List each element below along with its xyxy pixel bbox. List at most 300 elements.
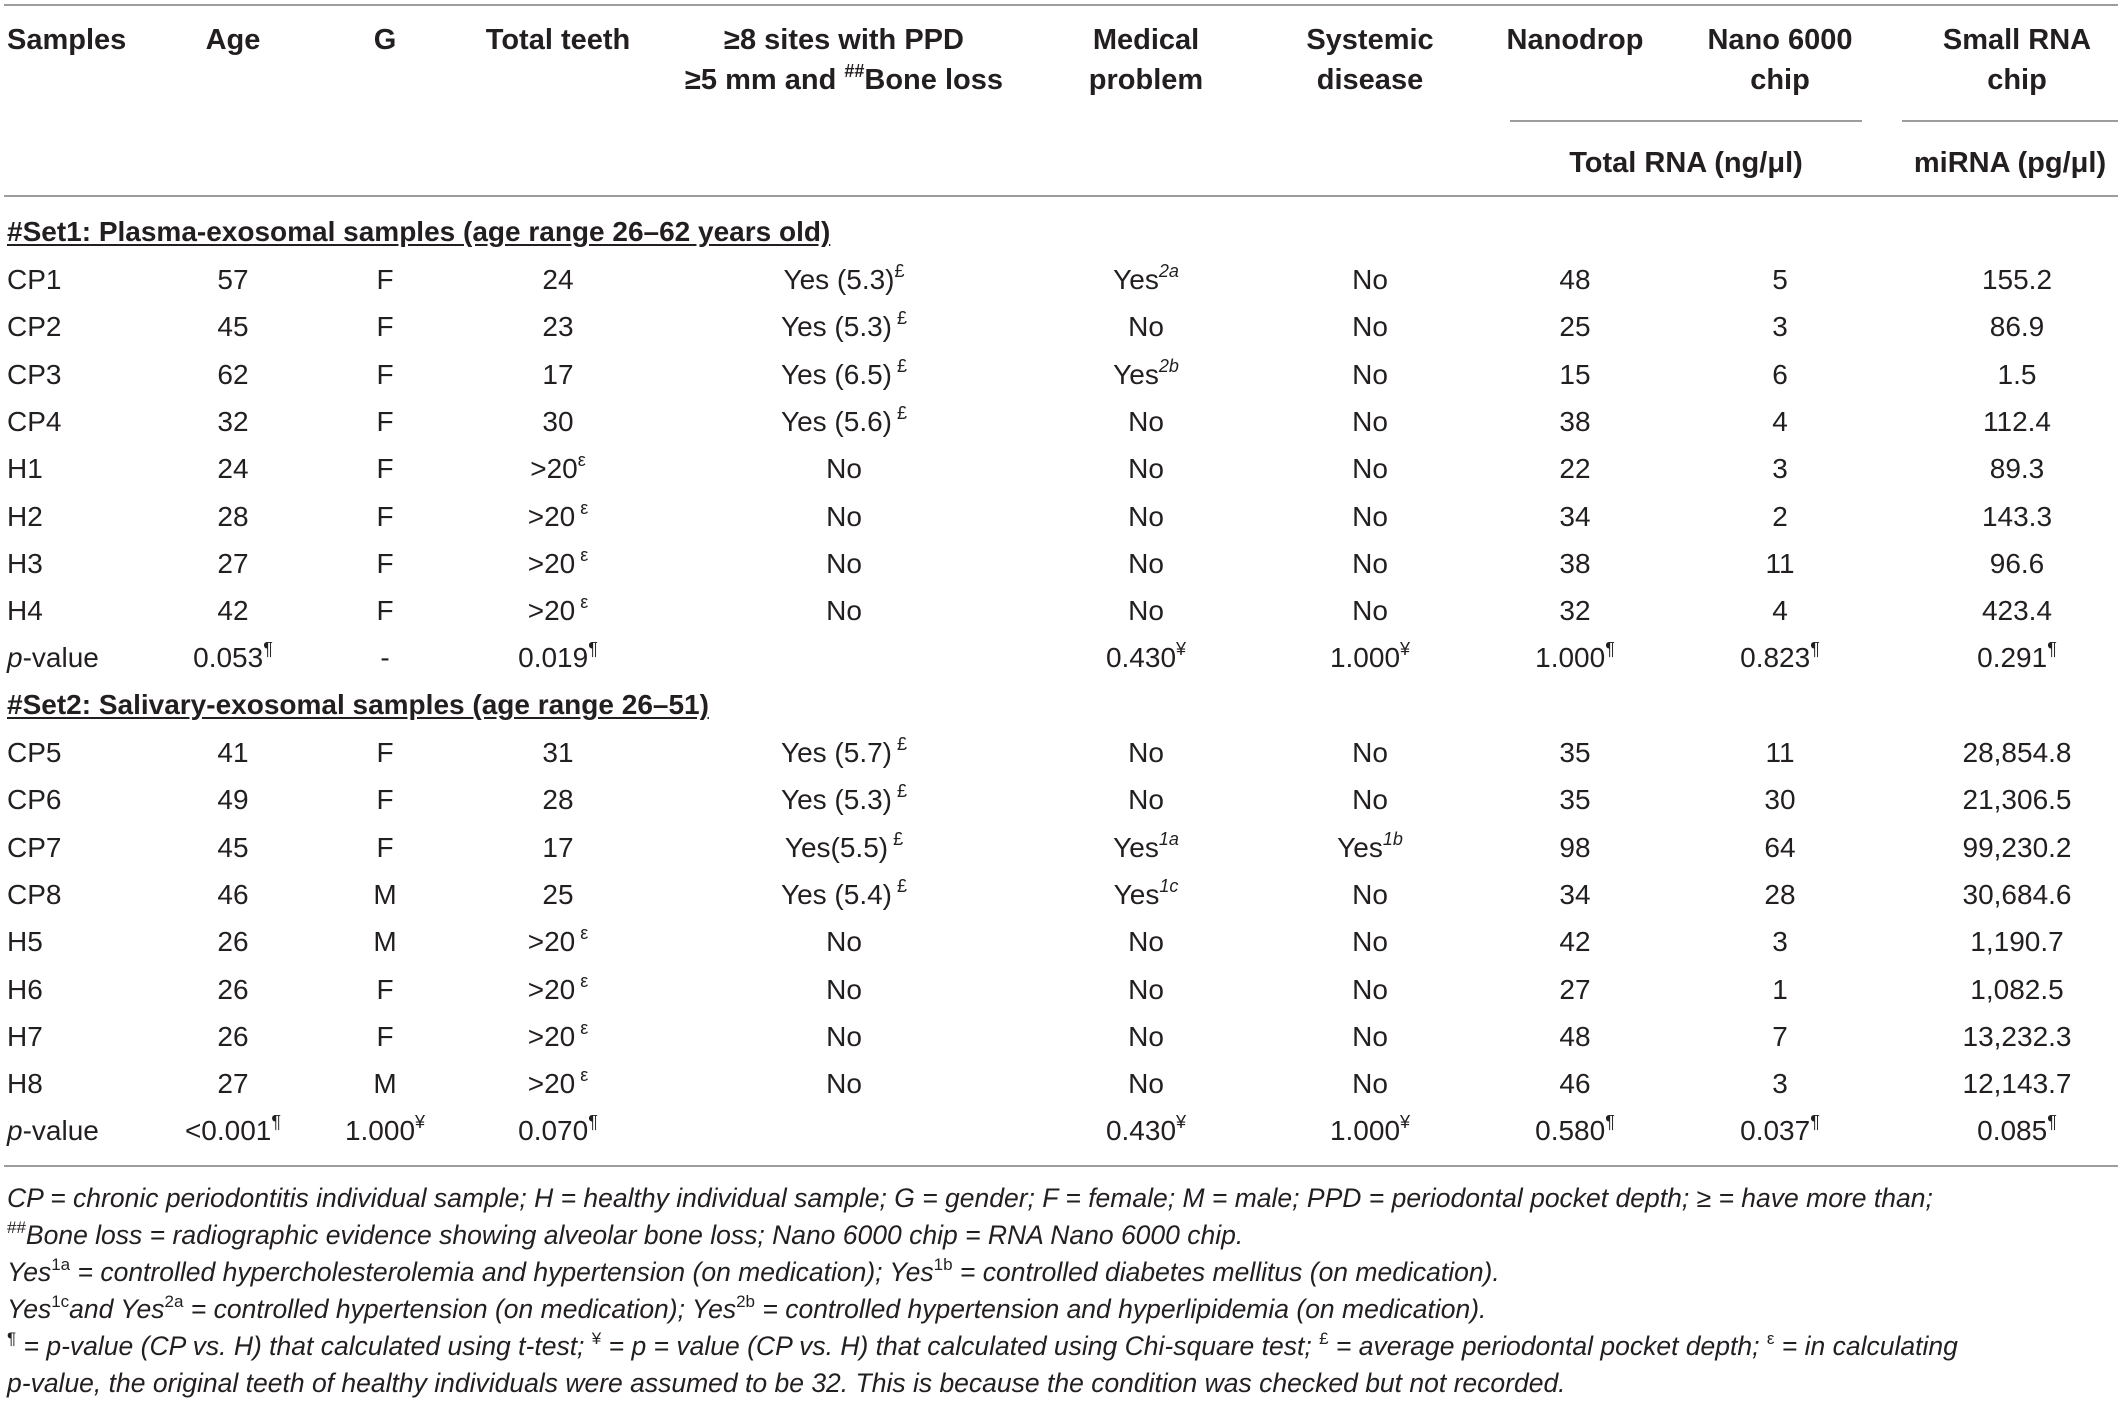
footnote-line-4-d: = controlled hypertension and hyperlipidemia (on medication). xyxy=(755,1294,1487,1324)
cell-ppd-value: No xyxy=(826,926,862,958)
cell-mirna-value: 143.3 xyxy=(1981,500,2053,532)
cell-gender-value: F xyxy=(376,973,394,1005)
cell-total-teeth xyxy=(438,918,678,965)
cell-systemic xyxy=(1275,824,1465,871)
table-row xyxy=(0,303,2121,350)
cell-nano6000-value: 4 xyxy=(1772,595,1788,627)
footnote-line-4-a: Yes xyxy=(7,1294,52,1324)
cell-medical xyxy=(1051,1013,1241,1060)
cell-mirna xyxy=(1917,729,2117,776)
cell-systemic xyxy=(1275,445,1465,492)
cell-systemic-value: No xyxy=(1352,784,1388,816)
cell-age-value: 62 xyxy=(217,358,249,390)
cell-gender-value: F xyxy=(376,405,394,437)
cell-sample-value: CP3 xyxy=(7,358,62,390)
cell-pvalue-mirna-sup: ¶ xyxy=(2047,639,2057,660)
cell-total-teeth xyxy=(438,776,678,823)
footnote-line-4-a-sup: 1c xyxy=(51,1292,70,1311)
cell-pvalue-sys xyxy=(1275,634,1465,681)
cell-age xyxy=(173,1013,293,1060)
table-row xyxy=(0,776,2121,823)
cell-gender xyxy=(325,1013,445,1060)
cell-medical xyxy=(1051,587,1241,634)
cell-sample-value: CP1 xyxy=(7,264,62,295)
cell-pvalue-med-sup: ¥ xyxy=(1176,1112,1187,1133)
cell-age xyxy=(173,776,293,823)
pvalue-row xyxy=(0,634,2121,681)
cell-gender xyxy=(325,540,445,587)
header-nano6000-line2: chip xyxy=(1750,64,1810,96)
table-top-rule xyxy=(4,4,2118,6)
cell-ppd-value: No xyxy=(826,547,862,579)
cell-systemic xyxy=(1275,351,1465,398)
cell-nanodrop xyxy=(1490,398,1660,445)
cell-total-teeth-value: >20 xyxy=(530,453,578,485)
cell-pvalue-label-rest: -value xyxy=(22,1115,99,1147)
cell-age xyxy=(173,398,293,445)
cell-medical-value: Yes xyxy=(1113,831,1159,863)
cell-age-value: 41 xyxy=(217,737,249,768)
cell-nanodrop-value: 34 xyxy=(1559,878,1591,910)
cell-total-teeth-value: >20 xyxy=(527,595,576,627)
cell-ppd xyxy=(664,398,1024,445)
cell-sample xyxy=(7,303,187,350)
table-row xyxy=(0,1013,2121,1060)
table-row xyxy=(0,493,2121,540)
cell-medical-value: No xyxy=(1128,973,1164,1005)
cell-mirna xyxy=(1917,540,2117,587)
cell-gender xyxy=(325,493,445,540)
cell-systemic xyxy=(1275,256,1465,303)
cell-systemic xyxy=(1275,871,1465,918)
cell-age-value: 27 xyxy=(217,1068,249,1100)
cell-sample xyxy=(7,1060,187,1107)
cell-medical-value: No xyxy=(1128,595,1164,627)
cell-sample xyxy=(7,729,187,776)
cell-systemic-value: No xyxy=(1352,264,1388,295)
cell-nano6000 xyxy=(1680,303,1880,350)
cell-pvalue-age xyxy=(173,634,293,681)
cell-nano6000 xyxy=(1680,729,1880,776)
cell-gender-value: F xyxy=(376,831,394,863)
cell-total-teeth xyxy=(438,729,678,776)
cell-age-value: 42 xyxy=(217,595,249,627)
cell-pvalue-med-value: 0.430 xyxy=(1105,1115,1177,1147)
cell-medical xyxy=(1051,1060,1241,1107)
cell-gender xyxy=(325,256,445,303)
cell-nanodrop-value: 25 xyxy=(1559,311,1591,343)
footnote-line-4-c-sup: 2b xyxy=(736,1292,755,1311)
cell-total-teeth-sup: ε xyxy=(575,1017,589,1038)
cell-total-teeth-value: >20 xyxy=(527,500,576,532)
cell-nanodrop-value: 34 xyxy=(1559,500,1591,532)
cell-gender xyxy=(325,303,445,350)
cell-age xyxy=(173,729,293,776)
cell-gender-value: F xyxy=(376,595,394,627)
table-bottom-rule xyxy=(4,1165,2118,1167)
cell-sample xyxy=(7,398,187,445)
cell-medical xyxy=(1051,918,1241,965)
cell-systemic-sup: 1b xyxy=(1382,828,1403,849)
cell-age-value: 49 xyxy=(217,784,249,816)
cell-age xyxy=(173,351,293,398)
table-row xyxy=(0,871,2121,918)
cell-total-teeth-value: 17 xyxy=(542,831,574,863)
footnote-line-6: p-value, the original teeth of healthy individuals were assumed to be 32. This is because the condition was checked but not recorded. xyxy=(7,1368,1566,1398)
cell-total-teeth-value: 25 xyxy=(542,878,574,910)
header-ppd-line1: ≥8 sites with PPD xyxy=(724,24,964,56)
cell-nanodrop xyxy=(1490,351,1660,398)
cell-sample xyxy=(7,256,187,303)
header-medical-problem xyxy=(1051,20,1241,100)
cell-total-teeth xyxy=(438,1013,678,1060)
cell-pvalue-mirna-value: 0.085 xyxy=(1977,1115,2048,1147)
cell-age-value: 45 xyxy=(217,831,249,863)
cell-ppd xyxy=(664,1060,1024,1107)
table-row xyxy=(0,966,2121,1013)
cell-age-value: 32 xyxy=(217,405,249,437)
cell-pvalue-sys-value: 1.000 xyxy=(1329,1115,1401,1147)
cell-mirna xyxy=(1917,351,2117,398)
cell-total-teeth-value: 23 xyxy=(542,311,574,343)
cell-pvalue-teeth-sup: ¶ xyxy=(588,1112,598,1133)
cell-age xyxy=(173,966,293,1013)
cell-ppd-value: Yes (5.7) xyxy=(780,737,892,768)
cell-gender-value: F xyxy=(376,264,394,295)
cell-nanodrop xyxy=(1490,256,1660,303)
cell-nanodrop-value: 27 xyxy=(1559,973,1591,1005)
cell-mirna-value: 1.5 xyxy=(1997,358,2037,390)
footnote-line-3-a: Yes xyxy=(7,1257,52,1287)
cell-mirna xyxy=(1917,918,2117,965)
cell-nanodrop-value: 46 xyxy=(1559,1068,1591,1100)
cell-mirna-value: 155.2 xyxy=(1981,264,2053,295)
cell-medical-value: Yes xyxy=(1113,358,1159,390)
cell-nanodrop xyxy=(1490,587,1660,634)
cell-gender-value: F xyxy=(376,453,394,485)
cell-medical-value: No xyxy=(1128,1020,1164,1052)
cell-ppd xyxy=(664,351,1024,398)
table-row xyxy=(0,824,2121,871)
cell-sample-value: CP7 xyxy=(7,831,62,863)
cell-pvalue-med-sup: ¥ xyxy=(1176,639,1187,660)
cell-ppd-sup: £ xyxy=(892,875,908,896)
cell-medical-value: No xyxy=(1128,737,1164,768)
cell-pvalue-age-value: <0.001 xyxy=(184,1115,272,1147)
cell-pvalue-teeth xyxy=(438,634,678,681)
header-smallrna-line2: chip xyxy=(1987,64,2047,96)
cell-mirna-value: 96.6 xyxy=(1989,547,2045,579)
cell-sample-value: CP6 xyxy=(7,784,62,816)
footnote-line-3 xyxy=(7,1254,1500,1291)
header-mirna: miRNA (pg/μl) xyxy=(1913,147,2107,179)
cell-ppd xyxy=(664,776,1024,823)
cell-sample xyxy=(7,493,187,540)
cell-total-teeth-value: 28 xyxy=(542,784,574,816)
cell-nano6000-value: 64 xyxy=(1764,831,1796,863)
cell-total-teeth-sup: ε xyxy=(577,450,586,471)
cell-gender xyxy=(325,398,445,445)
cell-sample-value: H7 xyxy=(7,1020,43,1052)
cell-pvalue-teeth xyxy=(438,1107,678,1154)
cell-pvalue-nano6000-sup: ¶ xyxy=(1810,1112,1820,1133)
cell-pvalue-med-value: 0.430 xyxy=(1105,642,1177,674)
cell-nano6000-value: 11 xyxy=(1765,547,1795,579)
cell-sample xyxy=(7,824,187,871)
table-row xyxy=(0,445,2121,492)
cell-ppd-value: No xyxy=(826,500,862,532)
cell-mirna xyxy=(1917,1013,2117,1060)
cell-pvalue-label xyxy=(7,1107,187,1154)
cell-systemic-value: No xyxy=(1352,878,1388,910)
cell-medical-sup: 1a xyxy=(1158,828,1179,849)
cell-nanodrop-value: 22 xyxy=(1559,453,1591,485)
cell-ppd-value: Yes (6.5) xyxy=(780,358,892,390)
cell-medical xyxy=(1051,871,1241,918)
header-medical-line1: Medical xyxy=(1092,24,1200,56)
cell-gender-value: F xyxy=(376,500,394,532)
cell-total-teeth-value: 30 xyxy=(542,405,574,437)
header-medical-line2: problem xyxy=(1088,64,1204,96)
cell-medical-value: No xyxy=(1128,500,1164,532)
cell-sample-value: H1 xyxy=(7,453,43,485)
cell-total-teeth-sup: ε xyxy=(575,923,589,944)
cell-mirna-value: 112.4 xyxy=(1983,405,2051,437)
cell-pvalue-sys-sup: ¥ xyxy=(1400,1112,1411,1133)
cell-pvalue-g-value: 1.000 xyxy=(344,1115,416,1147)
cell-sample-value: H8 xyxy=(7,1068,43,1100)
cell-pvalue-sys xyxy=(1275,1107,1465,1154)
cell-ppd-sup: £ xyxy=(892,781,908,802)
table-row xyxy=(0,918,2121,965)
cell-age-value: 26 xyxy=(217,973,249,1005)
footnote-line-5-sym3: £ xyxy=(1319,1329,1329,1348)
cell-ppd-sup: £ xyxy=(894,261,905,281)
cell-ppd-value: No xyxy=(826,1068,862,1100)
cell-gender xyxy=(325,966,445,1013)
cell-nano6000-value: 3 xyxy=(1772,1068,1788,1100)
cell-nanodrop xyxy=(1490,1060,1660,1107)
cell-nano6000 xyxy=(1680,1060,1880,1107)
footnote-line-5-d: = in calculating xyxy=(1774,1331,1958,1361)
cell-nano6000 xyxy=(1680,445,1880,492)
cell-nano6000 xyxy=(1680,398,1880,445)
cell-total-teeth xyxy=(438,303,678,350)
cell-medical-value: No xyxy=(1128,453,1164,485)
cell-systemic-value: No xyxy=(1352,311,1388,343)
cell-pvalue-g-value: - xyxy=(380,642,390,674)
cell-ppd-value: No xyxy=(826,595,862,627)
cell-pvalue-label-italic: p xyxy=(7,642,23,674)
cell-nano6000-value: 6 xyxy=(1772,358,1788,390)
cell-ppd-value: No xyxy=(826,1020,862,1052)
cell-ppd-value: Yes (5.4) xyxy=(780,878,892,910)
table-row xyxy=(0,729,2121,776)
cell-gender-value: F xyxy=(376,737,394,768)
cell-gender xyxy=(325,1060,445,1107)
cell-total-teeth xyxy=(438,966,678,1013)
cell-pvalue-mirna xyxy=(1917,634,2117,681)
cell-medical xyxy=(1051,966,1241,1013)
cell-systemic-value: Yes xyxy=(1337,831,1383,863)
cell-nanodrop-value: 15 xyxy=(1559,358,1591,390)
cell-sample xyxy=(7,445,187,492)
cell-gender xyxy=(325,871,445,918)
footnote-line-3-b: = controlled hypercholesterolemia and hypertension (on medication); Yes xyxy=(70,1257,934,1287)
cell-systemic xyxy=(1275,918,1465,965)
cell-pvalue-nano6000 xyxy=(1680,1107,1880,1154)
footnote-line-4-b-sup: 2a xyxy=(164,1292,184,1311)
section-title-set-1: #Set1: Plasma-exosomal samples (age range 26–62 years old) xyxy=(7,216,831,247)
cell-ppd xyxy=(664,493,1024,540)
cell-age-value: 45 xyxy=(217,311,249,343)
header-mirna-rule xyxy=(1902,120,2118,122)
cell-nanodrop xyxy=(1490,776,1660,823)
cell-mirna-value: 1,190.7 xyxy=(1970,926,2064,958)
cell-systemic xyxy=(1275,966,1465,1013)
cell-pvalue-mirna-value: 0.291 xyxy=(1977,642,2048,674)
cell-total-teeth xyxy=(438,351,678,398)
header-samples: Samples xyxy=(7,24,127,56)
cell-nanodrop xyxy=(1490,303,1660,350)
header-smallrna-line1: Small RNA xyxy=(1942,24,2092,56)
table-row xyxy=(0,587,2121,634)
cell-systemic xyxy=(1275,776,1465,823)
cell-medical xyxy=(1051,256,1241,303)
header-ppd-line2-sup: ## xyxy=(844,61,865,81)
cell-sample xyxy=(7,918,187,965)
cell-systemic xyxy=(1275,729,1465,776)
cell-ppd-sup: £ xyxy=(892,734,908,754)
cell-pvalue-g xyxy=(325,1107,445,1154)
cell-nano6000 xyxy=(1680,918,1880,965)
cell-pvalue-sys-value: 1.000 xyxy=(1329,642,1401,674)
header-systemic-line1: Systemic xyxy=(1306,24,1434,56)
cell-nano6000 xyxy=(1680,493,1880,540)
cell-nano6000 xyxy=(1680,776,1880,823)
cell-mirna xyxy=(1917,1060,2117,1107)
footnote-line-3-a-sup: 1a xyxy=(51,1255,71,1274)
cell-gender-value: F xyxy=(376,358,394,390)
cell-medical xyxy=(1051,303,1241,350)
cell-age xyxy=(173,587,293,634)
cell-mirna xyxy=(1917,871,2117,918)
table-row xyxy=(0,1060,2121,1107)
cell-pvalue-nano6000 xyxy=(1680,634,1880,681)
cell-nano6000 xyxy=(1680,871,1880,918)
cell-nanodrop xyxy=(1490,918,1660,965)
footnote-line-3-b-sup: 1b xyxy=(933,1255,953,1274)
cell-nano6000 xyxy=(1680,256,1880,303)
cell-medical xyxy=(1051,824,1241,871)
cell-total-teeth xyxy=(438,398,678,445)
cell-medical xyxy=(1051,493,1241,540)
cell-pvalue-nano6000-value: 0.823 xyxy=(1740,642,1811,674)
cell-medical-sup: 2b xyxy=(1158,355,1179,376)
cell-age-value: 26 xyxy=(217,1020,249,1052)
cell-sample-value: CP8 xyxy=(7,878,62,910)
cell-pvalue-nanodrop-value: 1.000 xyxy=(1535,642,1606,674)
cell-nanodrop xyxy=(1490,445,1660,492)
cell-mirna-value: 30,684.6 xyxy=(1962,878,2072,910)
cell-ppd xyxy=(664,824,1024,871)
cell-sample-value: H5 xyxy=(7,926,43,958)
cell-gender xyxy=(325,776,445,823)
cell-total-teeth-value: >20 xyxy=(527,1068,576,1100)
cell-age xyxy=(173,1060,293,1107)
header-bottom-rule xyxy=(4,195,2118,197)
cell-mirna-value: 12,143.7 xyxy=(1962,1068,2072,1100)
cell-medical-value: No xyxy=(1128,405,1164,437)
cell-mirna-value: 86.9 xyxy=(1989,311,2045,343)
footnote-line-3-c: = controlled diabetes mellitus (on medication). xyxy=(952,1257,1500,1287)
cell-systemic-value: No xyxy=(1352,453,1388,485)
cell-nano6000 xyxy=(1680,351,1880,398)
cell-pvalue-teeth-value: 0.019 xyxy=(518,642,589,674)
cell-total-teeth xyxy=(438,540,678,587)
cell-age-value: 57 xyxy=(217,264,249,295)
cell-age-value: 46 xyxy=(217,878,249,910)
cell-ppd-sup: £ xyxy=(892,402,908,423)
cell-mirna-value: 21,306.5 xyxy=(1962,784,2072,816)
cell-total-teeth-sup: ε xyxy=(575,544,589,565)
cell-pvalue-nanodrop-value: 0.580 xyxy=(1535,1115,1606,1147)
cell-age xyxy=(173,540,293,587)
cell-nanodrop-value: 48 xyxy=(1559,1020,1591,1052)
cell-sample xyxy=(7,351,187,398)
cell-age-value: 28 xyxy=(217,500,249,532)
cell-age xyxy=(173,256,293,303)
cell-total-teeth-sup: ε xyxy=(575,970,589,991)
header-ppd-line2-pre: ≥5 mm and xyxy=(685,64,845,96)
cell-ppd xyxy=(664,587,1024,634)
cell-mirna xyxy=(1917,587,2117,634)
footnote-line-5-b: = p = value (CP vs. H) that calculated using Chi-square test; xyxy=(601,1331,1320,1361)
cell-pvalue-teeth-value: 0.070 xyxy=(518,1115,589,1147)
cell-mirna xyxy=(1917,256,2117,303)
cell-ppd-sup: £ xyxy=(892,308,908,329)
cell-medical xyxy=(1051,729,1241,776)
cell-mirna-value: 1,082.5 xyxy=(1970,973,2064,1005)
cell-medical xyxy=(1051,351,1241,398)
cell-nanodrop xyxy=(1490,966,1660,1013)
cell-nano6000-value: 1 xyxy=(1772,973,1788,1005)
cell-systemic-value: No xyxy=(1352,1020,1388,1052)
header-total-rna-rule xyxy=(1510,120,1862,122)
header-age: Age xyxy=(205,24,261,56)
cell-total-teeth-value: >20 xyxy=(527,926,576,958)
table-row xyxy=(0,351,2121,398)
footnote-line-2 xyxy=(7,1217,1243,1254)
cell-gender xyxy=(325,824,445,871)
cell-nano6000-value: 28 xyxy=(1764,878,1796,910)
cell-pvalue-nanodrop xyxy=(1490,1107,1660,1154)
cell-systemic-value: No xyxy=(1352,547,1388,579)
cell-mirna-value: 13,232.3 xyxy=(1962,1020,2072,1052)
cell-pvalue-label xyxy=(7,634,187,681)
cell-systemic-value: No xyxy=(1352,595,1388,627)
cell-pvalue-nanodrop-sup: ¶ xyxy=(1605,1112,1615,1133)
cell-nano6000-value: 5 xyxy=(1772,264,1788,295)
cell-nanodrop-value: 42 xyxy=(1559,926,1591,958)
cell-total-teeth-value: 31 xyxy=(542,737,574,768)
cell-age xyxy=(173,824,293,871)
cell-age xyxy=(173,871,293,918)
cell-ppd xyxy=(664,966,1024,1013)
cell-ppd xyxy=(664,871,1024,918)
header-systemic-disease xyxy=(1275,20,1465,100)
cell-systemic xyxy=(1275,1013,1465,1060)
